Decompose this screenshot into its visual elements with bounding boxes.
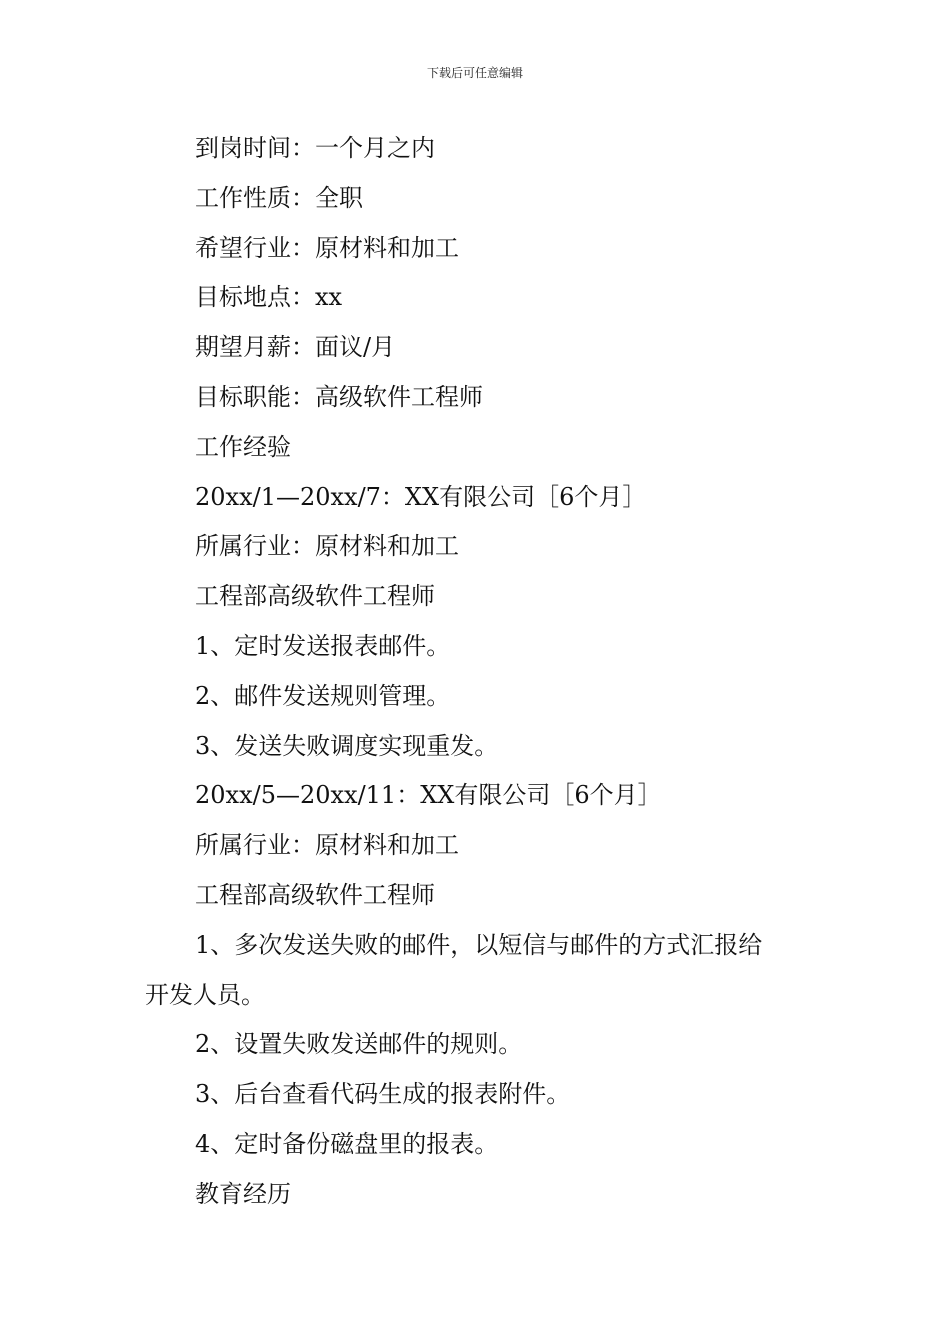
job-duty-2-3: 3、后台查看代码生成的报表附件。	[195, 1080, 571, 1109]
job-industry-2: 所属行业：原材料和加工	[195, 831, 459, 860]
job-industry-1: 所属行业：原材料和加工	[195, 532, 459, 561]
job-period-1: 20xx/1—20xx/7：XX有限公司［6个月］	[195, 482, 647, 511]
section-heading-work-experience: 工作经验	[195, 432, 291, 461]
job-duty-1-3: 3、发送失败调度实现重发。	[195, 731, 499, 760]
job-duty-2-1-continuation: 开发人员。	[145, 980, 265, 1009]
job-type-line: 工作性质：全职	[195, 183, 363, 212]
document-body	[145, 124, 825, 1220]
arrival-time-line: 到岗时间：一个月之内	[195, 134, 435, 162]
section-heading-education: 教育经历	[195, 1179, 291, 1208]
job-duty-2-2: 2、设置失败发送邮件的规则。	[195, 1030, 523, 1059]
target-location-line: 目标地点：xx	[195, 283, 343, 312]
job-period-2: 20xx/5—20xx/11：XX有限公司［6个月］	[195, 781, 662, 810]
desired-industry-line: 希望行业：原材料和加工	[195, 233, 459, 262]
job-duty-2-1-first-line: 1、多次发送失败的邮件，以短信与邮件的方式汇报给	[195, 930, 763, 959]
job-duty-1-1: 1、定时发送报表邮件。	[195, 631, 451, 660]
target-function-line: 目标职能：高级软件工程师	[195, 382, 483, 411]
job-title-2: 工程部高级软件工程师	[195, 880, 435, 909]
job-duty-2-4: 4、定时备份磁盘里的报表。	[195, 1129, 499, 1158]
expected-salary-line: 期望月薪：面议/月	[195, 333, 396, 362]
job-title-1: 工程部高级软件工程师	[195, 582, 435, 611]
job-duty-1-2: 2、邮件发送规则管理。	[195, 681, 451, 710]
header-note: 下载后可任意编辑	[426, 66, 523, 80]
